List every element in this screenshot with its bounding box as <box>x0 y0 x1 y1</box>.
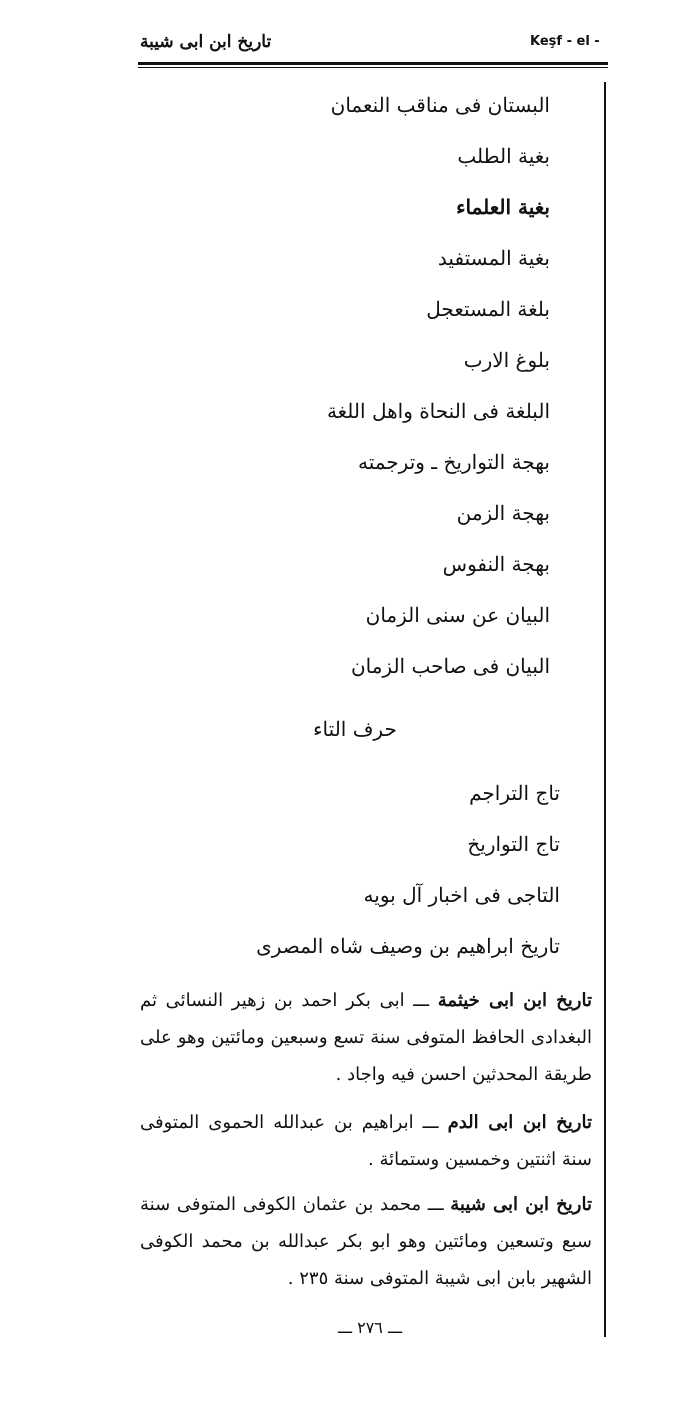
entry-item: بهجة الزمن <box>456 501 550 525</box>
entry-item: البلغة فى النحاة واهل اللغة <box>326 399 550 423</box>
entry-item: بغية العلماء <box>456 195 550 219</box>
entry-item: بلوغ الارب <box>463 348 550 372</box>
paragraph-text: ـــ محمد بن عثمان الكوفى المتوفى سنة سبع وتسعين ومائتين وهو ابو بكر عبدالله بن محمد الكوفى الشهير بابن ابى شيبة المتوفى سنة ٢٣٥ . <box>140 1194 592 1289</box>
entry-item: تاج التراجم <box>469 781 560 805</box>
entry-item: بلغة المستعجل <box>426 297 550 321</box>
paragraph-title: تاريخ ابن ابى خيثمة <box>437 990 592 1011</box>
running-title: تاريخ ابن ابى شيبة <box>140 32 272 52</box>
margin-rule <box>604 82 606 1337</box>
paragraph-title: تاريخ ابن ابى الدم <box>447 1112 592 1133</box>
entries-ta-list <box>140 768 560 972</box>
entry-item: البيان فى صاحب الزمان <box>350 654 550 678</box>
section-heading: حرف التاء <box>313 717 397 741</box>
entry-item: بهجة النفوس <box>442 552 550 576</box>
entry-item: بغية المستفيد <box>437 246 550 270</box>
paragraph-title: تاريخ ابن ابى شيبة <box>450 1194 592 1215</box>
entry-item: تاج التواريخ <box>467 832 560 856</box>
entry-item: البستان فى مناقب النعمان <box>330 93 550 117</box>
entry-item: بغية الطلب <box>457 144 550 168</box>
entry-item: تاريخ ابراهيم بن وصيف شاه المصرى <box>256 934 560 958</box>
paragraph-text: ـــ ابراهيم بن عبدالله الحموى المتوفى سنة اثنتين وخمسين وستمائة . <box>140 1112 592 1170</box>
entry-item: بهجة التواريخ ـ وترجمته <box>357 450 550 474</box>
entries-ba-list <box>140 80 550 692</box>
header-rule-thin <box>138 67 608 68</box>
entry-item: البيان عن سنى الزمان <box>365 603 550 627</box>
running-title-latin: Keşf - el - <box>530 34 600 49</box>
paragraph-text: ـــ ابى بكر احمد بن زهير النسائى ثم البغدادى الحافظ المتوفى سنة تسع وسبعين ومائتين وهو على طريقة المحدثين احسن فيه واجاد . <box>140 990 592 1085</box>
header-rule-thick <box>138 62 608 65</box>
paragraph-entry <box>140 1104 592 1178</box>
entry-item: التاجى فى اخبار آل بويه <box>363 883 560 907</box>
page-number: ـــ ٢٧٦ ـــ <box>337 1318 403 1337</box>
paragraph-entry <box>140 982 592 1093</box>
paragraph-entry <box>140 1186 592 1297</box>
